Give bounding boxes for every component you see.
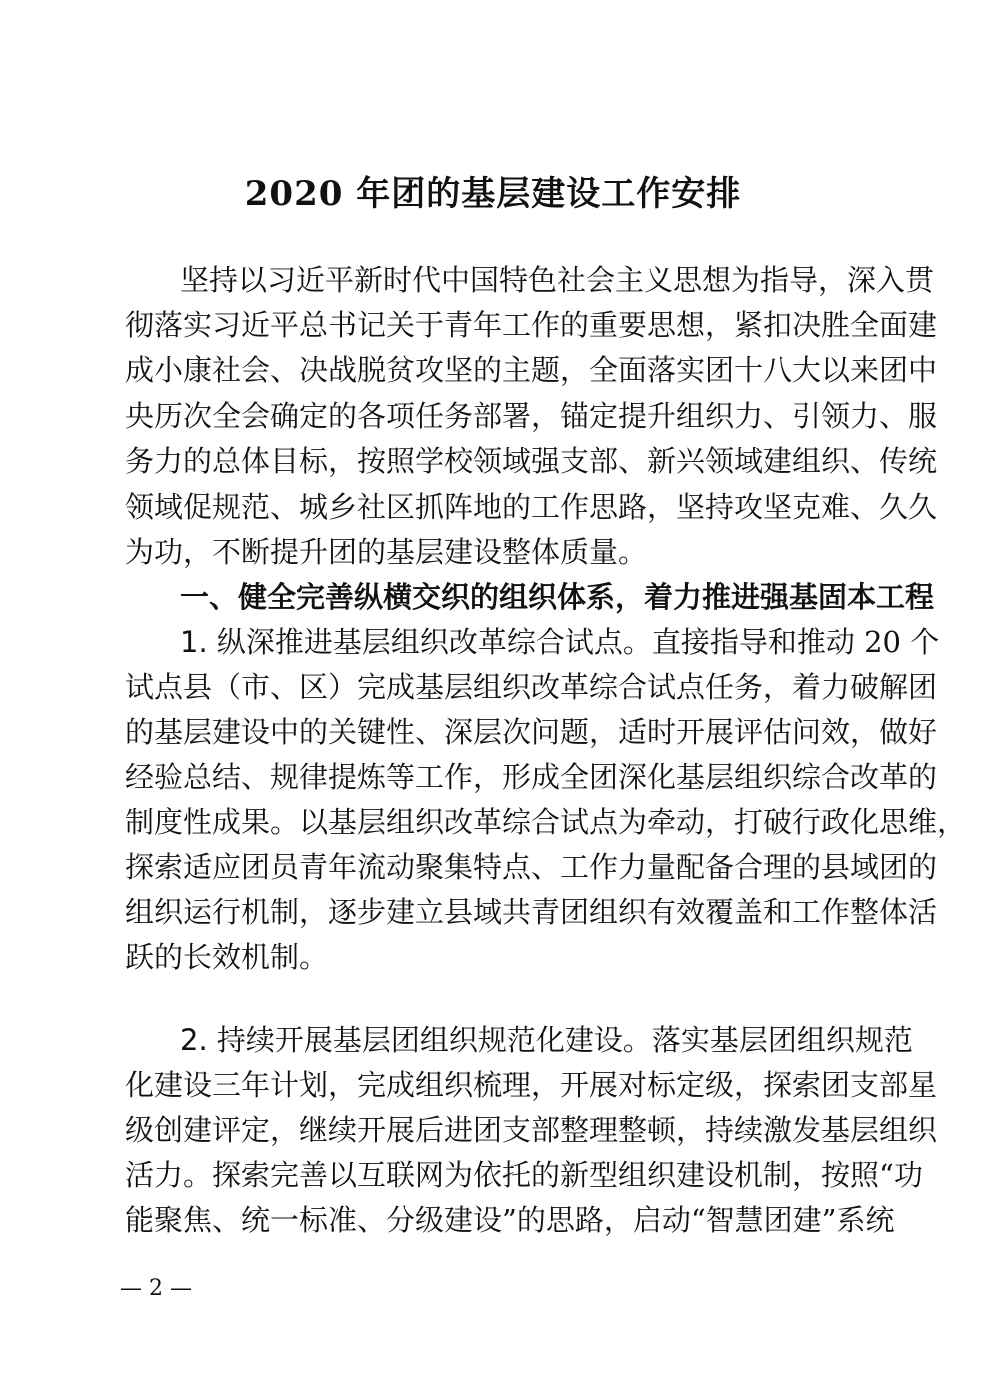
text-line: 为功，不断提升团的基层建设整体质量。: [125, 535, 648, 569]
text-line: 成小康社会、决战脱贫攻坚的主题，全面落实团十八大以来团中: [125, 353, 938, 387]
text-line: 的基层建设中的关键性、深层次问题，适时开展评估问效，做好: [125, 715, 938, 749]
text-line: 央历次全会确定的各项任务部署，锚定提升组织力、引领力、服: [125, 399, 938, 433]
text-line: 坚持以习近平新时代中国特色社会主义思想为指导，深入贯: [180, 263, 935, 297]
text-line: 级创建评定，继续开展后进团支部整理整顿，持续激发基层组织: [125, 1113, 938, 1147]
text-line: 务力的总体目标，按照学校领域强支部、新兴领域建组织、传统: [125, 444, 938, 478]
text-line: 彻落实习近平总书记关于青年工作的重要思想，紧扣决胜全面建: [125, 308, 938, 342]
item-heading: 2. 持续开展基层团组织规范化建设。: [180, 1023, 652, 1057]
text-line: 经验总结、规律提炼等工作，形成全团深化基层组织综合改革的: [125, 760, 938, 794]
text-line: 活力。探索完善以互联网为依托的新型组织建设机制，按照“功: [125, 1158, 923, 1192]
text-span: 落实基层团组织规范: [651, 1023, 913, 1057]
text-line: 试点县（市、区）完成基层组织改革综合试点任务，着力破解团: [125, 670, 938, 704]
text-line: 探索适应团员青年流动聚集特点、工作力量配备合理的县域团的: [125, 850, 938, 884]
text-line: [180, 622, 940, 662]
section-heading: 一、健全完善纵横交织的组织体系，着力推进强基固本工程: [180, 580, 935, 614]
text-line: 组织运行机制，逐步建立县域共青团组织有效覆盖和工作整体活: [125, 895, 938, 929]
page-number: — 2 —: [120, 1276, 192, 1301]
text-line: 跃的长效机制。: [125, 940, 329, 974]
text-span: 直接指导和推动 20 个: [651, 625, 940, 659]
text-line: 制度性成果。以基层组织改革综合试点为牵动，打破行政化思维，: [125, 805, 967, 839]
item-heading: 1. 纵深推进基层组织改革综合试点。: [180, 625, 652, 659]
document-title: 2020 年团的基层建设工作安排: [244, 174, 742, 214]
text-line: [180, 1020, 913, 1060]
text-line: 领域促规范、城乡社区抓阵地的工作思路，坚持攻坚克难、久久: [125, 490, 938, 524]
text-line: 能聚焦、统一标准、分级建设”的思路，启动“智慧团建”系统: [125, 1203, 895, 1237]
text-line: 化建设三年计划，完成组织梳理，开展对标定级，探索团支部星: [125, 1068, 938, 1102]
